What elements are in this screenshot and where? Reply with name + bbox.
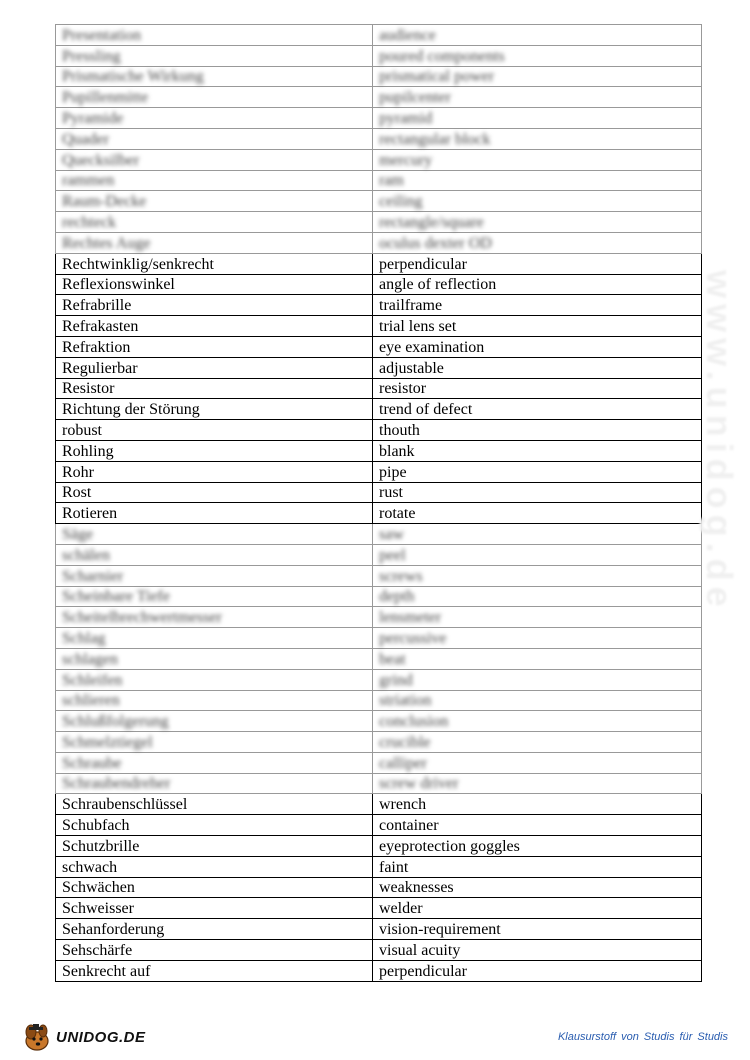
- english-term: adjustable: [373, 357, 702, 378]
- table-row: [56, 690, 702, 711]
- german-term: Schraubendreher: [56, 773, 373, 794]
- english-term: trial lens set: [373, 316, 702, 337]
- table-row: [56, 191, 702, 212]
- english-term: eyeprotection goggles: [373, 836, 702, 857]
- english-term: rust: [373, 482, 702, 503]
- english-term: screw driver: [373, 773, 702, 794]
- table-row: [56, 628, 702, 649]
- table-row: [56, 316, 702, 337]
- german-term: Pupillenmitte: [56, 87, 373, 108]
- table-row: [56, 711, 702, 732]
- english-term: perpendicular: [373, 960, 702, 981]
- table-row: [56, 274, 702, 295]
- english-term: thouth: [373, 420, 702, 441]
- english-term: peel: [373, 544, 702, 565]
- english-term: faint: [373, 856, 702, 877]
- german-term: Presentation: [56, 25, 373, 46]
- german-term: Raum-Decke: [56, 191, 373, 212]
- english-term: striation: [373, 690, 702, 711]
- table-row: [56, 503, 702, 524]
- english-term: screws: [373, 565, 702, 586]
- table-row: [56, 752, 702, 773]
- table-row: [56, 586, 702, 607]
- table-row: [56, 669, 702, 690]
- english-term: vision-requirement: [373, 919, 702, 940]
- table-row: [56, 212, 702, 233]
- table-row: [56, 378, 702, 399]
- table-row: [56, 960, 702, 981]
- table-row: [56, 253, 702, 274]
- english-term: conclusion: [373, 711, 702, 732]
- table-row: [56, 66, 702, 87]
- english-term: beat: [373, 648, 702, 669]
- german-term: Scheitelbrechwertmesser: [56, 607, 373, 628]
- german-term: Pressling: [56, 45, 373, 66]
- english-term: ram: [373, 170, 702, 191]
- english-term: rectangle/square: [373, 212, 702, 233]
- table-row: [56, 128, 702, 149]
- table-row: [56, 149, 702, 170]
- german-term: Refrakasten: [56, 316, 373, 337]
- german-term: Pyramide: [56, 108, 373, 129]
- table-row: [56, 357, 702, 378]
- german-term: Rotieren: [56, 503, 373, 524]
- english-term: ceiling: [373, 191, 702, 212]
- table-row: [56, 170, 702, 191]
- english-term: mercury: [373, 149, 702, 170]
- german-term: Schutzbrille: [56, 836, 373, 857]
- english-term: pupilcenter: [373, 87, 702, 108]
- german-term: Senkrecht auf: [56, 960, 373, 981]
- german-term: Sehanforderung: [56, 919, 373, 940]
- table-row: [56, 773, 702, 794]
- german-term: Rost: [56, 482, 373, 503]
- german-term: Scharnier: [56, 565, 373, 586]
- english-term: weaknesses: [373, 877, 702, 898]
- table-row: [56, 524, 702, 545]
- english-term: eye examination: [373, 336, 702, 357]
- table-row: [56, 232, 702, 253]
- table-row: [56, 856, 702, 877]
- german-term: schwach: [56, 856, 373, 877]
- german-term: Schlag: [56, 628, 373, 649]
- english-term: pyramid: [373, 108, 702, 129]
- english-term: depth: [373, 586, 702, 607]
- vocabulary-table: [55, 24, 702, 982]
- english-term: resistor: [373, 378, 702, 399]
- table-row: [56, 399, 702, 420]
- english-term: rotate: [373, 503, 702, 524]
- english-term: perpendicular: [373, 253, 702, 274]
- german-term: Rohr: [56, 461, 373, 482]
- english-term: trend of defect: [373, 399, 702, 420]
- table-row: [56, 565, 702, 586]
- vocabulary-table-body: [56, 25, 702, 982]
- unidog-logo: [22, 1021, 146, 1053]
- table-row: [56, 87, 702, 108]
- english-term: wrench: [373, 794, 702, 815]
- german-term: Schmelztiegel: [56, 732, 373, 753]
- table-row: [56, 940, 702, 961]
- table-row: [56, 482, 702, 503]
- table-row: [56, 45, 702, 66]
- table-row: [56, 461, 702, 482]
- table-row: [56, 836, 702, 857]
- german-term: Schlußfolgerung: [56, 711, 373, 732]
- english-term: welder: [373, 898, 702, 919]
- english-term: crucible: [373, 732, 702, 753]
- english-term: pipe: [373, 461, 702, 482]
- german-term: Quader: [56, 128, 373, 149]
- english-term: lensmeter: [373, 607, 702, 628]
- german-term: Schwächen: [56, 877, 373, 898]
- german-term: Refraktion: [56, 336, 373, 357]
- german-term: schlieren: [56, 690, 373, 711]
- german-term: Säge: [56, 524, 373, 545]
- german-term: Schleifen: [56, 669, 373, 690]
- table-row: [56, 898, 702, 919]
- english-term: oculus dexter OD: [373, 232, 702, 253]
- german-term: rechteck: [56, 212, 373, 233]
- english-term: percussive: [373, 628, 702, 649]
- german-term: Prismatische Wirkung: [56, 66, 373, 87]
- table-row: [56, 919, 702, 940]
- table-row: [56, 336, 702, 357]
- table-row: [56, 440, 702, 461]
- english-term: blank: [373, 440, 702, 461]
- german-term: Schraubenschlüssel: [56, 794, 373, 815]
- german-term: Regulierbar: [56, 357, 373, 378]
- english-term: saw: [373, 524, 702, 545]
- english-term: angle of reflection: [373, 274, 702, 295]
- german-term: Rohling: [56, 440, 373, 461]
- english-term: poured components: [373, 45, 702, 66]
- table-row: [56, 420, 702, 441]
- watermark: www.unidog.de: [699, 270, 740, 613]
- german-term: schlagen: [56, 648, 373, 669]
- german-term: rammen: [56, 170, 373, 191]
- german-term: schälen: [56, 544, 373, 565]
- german-term: Schraube: [56, 752, 373, 773]
- table-row: [56, 877, 702, 898]
- german-term: Quecksilber: [56, 149, 373, 170]
- english-term: audience: [373, 25, 702, 46]
- english-term: calliper: [373, 752, 702, 773]
- dog-mascot-icon: [22, 1021, 54, 1053]
- german-term: Richtung der Störung: [56, 399, 373, 420]
- german-term: robust: [56, 420, 373, 441]
- english-term: visual acuity: [373, 940, 702, 961]
- english-term: prismatical power: [373, 66, 702, 87]
- logo-text: UNIDOG.DE: [56, 1028, 146, 1046]
- german-term: Schweisser: [56, 898, 373, 919]
- table-row: [56, 25, 702, 46]
- table-row: [56, 815, 702, 836]
- table-row: [56, 794, 702, 815]
- german-term: Schubfach: [56, 815, 373, 836]
- german-term: Rechtes Auge: [56, 232, 373, 253]
- table-row: [56, 295, 702, 316]
- german-term: Refrabrille: [56, 295, 373, 316]
- table-row: [56, 732, 702, 753]
- german-term: Resistor: [56, 378, 373, 399]
- english-term: grind: [373, 669, 702, 690]
- english-term: rectangular block: [373, 128, 702, 149]
- table-row: [56, 108, 702, 129]
- english-term: container: [373, 815, 702, 836]
- english-term: trailframe: [373, 295, 702, 316]
- table-row: [56, 607, 702, 628]
- german-term: Sehschärfe: [56, 940, 373, 961]
- german-term: Scheinbare Tiefe: [56, 586, 373, 607]
- german-term: Rechtwinklig/senkrecht: [56, 253, 373, 274]
- table-row: [56, 648, 702, 669]
- table-row: [56, 544, 702, 565]
- footer-tagline: Klausurstoff von Studis für Studis: [557, 1031, 728, 1043]
- page-footer: [0, 1015, 750, 1060]
- german-term: Reflexionswinkel: [56, 274, 373, 295]
- vocabulary-table-container: [55, 24, 702, 982]
